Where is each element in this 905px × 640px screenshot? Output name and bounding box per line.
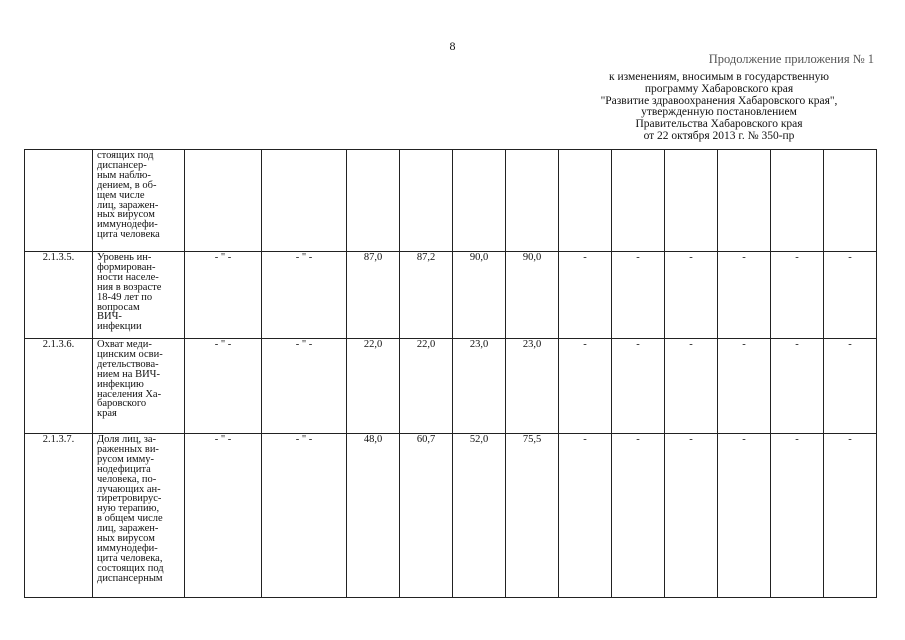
dash-cell: - xyxy=(559,434,612,598)
value-cell: 60,7 xyxy=(400,434,453,598)
header-line: утвержденную постановлением xyxy=(641,106,797,119)
indicator-name-line: тиретровирус- xyxy=(97,493,162,505)
table-row xyxy=(25,339,877,434)
indicator-name-line: щем числе xyxy=(97,189,145,201)
indicator-name-line: нодефицита xyxy=(97,463,151,475)
indicator-name-line: стоящих под xyxy=(97,150,154,161)
indicator-name-line: ния в возрасте xyxy=(97,281,162,293)
indicator-name-line: диспансерным xyxy=(97,572,163,584)
header-line: программу Хабаровского края xyxy=(644,82,794,95)
indicator-name-line: Доля лиц, за- xyxy=(97,434,157,445)
value-cell: 90,0 xyxy=(453,252,506,339)
dash-cell: - xyxy=(559,339,612,434)
indicator-name-line: цинским осви- xyxy=(97,348,163,360)
indicator-name-line: цита человека xyxy=(97,229,160,241)
indicator-name-line: ным наблю- xyxy=(97,169,151,181)
value-cell: 87,2 xyxy=(400,252,453,339)
indicator-name-line: состоящих под xyxy=(97,562,164,574)
page-number: 8 xyxy=(449,39,456,53)
value-cell: 90,0 xyxy=(506,252,559,339)
value-cell xyxy=(506,150,559,252)
row-number: 2.1.3.7. xyxy=(25,434,93,598)
indicator-name-line: ВИЧ- xyxy=(97,311,122,323)
indicator-name-line: инфекции xyxy=(97,321,142,333)
source-cell: - " - xyxy=(262,252,347,339)
unit-cell: - " - xyxy=(185,434,262,598)
indicator-name-line: иммунодефи- xyxy=(97,542,158,554)
dash-cell xyxy=(718,150,771,252)
indicator-name-line: в общем числе xyxy=(97,513,163,525)
dash-cell: - xyxy=(824,252,877,339)
indicator-name-line: формирован- xyxy=(97,261,156,273)
dash-cell xyxy=(612,150,665,252)
indicator-name-line: населения Ха- xyxy=(97,388,162,400)
unit-cell xyxy=(185,150,262,252)
row-number xyxy=(25,150,93,252)
indicator-name-line: нием на ВИЧ- xyxy=(97,368,160,380)
header-line: Правительства Хабаровского края xyxy=(635,118,803,131)
dash-cell: - xyxy=(612,339,665,434)
dash-cell: - xyxy=(824,339,877,434)
dash-cell: - xyxy=(771,252,824,339)
dash-cell: - xyxy=(824,434,877,598)
indicator-name-line: края xyxy=(97,408,117,420)
indicator-name-line: ную терапию, xyxy=(97,503,160,515)
indicator-name-line: ности населе- xyxy=(97,271,159,283)
value-cell: 22,0 xyxy=(347,339,400,434)
indicator-name-line: лучающих ан- xyxy=(97,483,161,495)
indicator-name-line: человека, по- xyxy=(97,473,157,485)
indicator-name-line: русом имму- xyxy=(97,453,154,465)
row-number: 2.1.3.5. xyxy=(25,252,93,339)
indicator-name xyxy=(93,434,185,598)
dash-cell xyxy=(559,150,612,252)
value-cell: 22,0 xyxy=(400,339,453,434)
value-cell xyxy=(400,150,453,252)
document-header xyxy=(560,72,878,143)
value-cell: 23,0 xyxy=(506,339,559,434)
dash-cell: - xyxy=(612,252,665,339)
indicator-name-line: цита человека, xyxy=(97,552,163,564)
indicators-table xyxy=(24,149,877,598)
value-cell xyxy=(453,150,506,252)
indicator-name-line: инфекцию xyxy=(97,378,144,390)
dash-cell: - xyxy=(771,339,824,434)
table-row xyxy=(25,434,877,598)
dash-cell: - xyxy=(559,252,612,339)
value-cell: 48,0 xyxy=(347,434,400,598)
unit-cell: - " - xyxy=(185,339,262,434)
header-line: к изменениям, вносимым в государственную xyxy=(609,71,829,83)
indicator-name-line: лиц, заражен- xyxy=(97,523,159,535)
indicator-name-line: баровского xyxy=(97,398,147,410)
table-row xyxy=(25,252,877,339)
dash-cell xyxy=(665,150,718,252)
header-line: "Развитие здравоохранения Хабаровского края", xyxy=(600,94,838,107)
table-row xyxy=(25,150,877,252)
dash-cell: - xyxy=(665,252,718,339)
continuation-label: Продолжение приложения № 1 xyxy=(708,52,874,66)
dash-cell: - xyxy=(771,434,824,598)
value-cell xyxy=(347,150,400,252)
indicator-name-line: 18-49 лет по xyxy=(97,291,153,303)
value-cell: 87,0 xyxy=(347,252,400,339)
value-cell: 52,0 xyxy=(453,434,506,598)
dash-cell: - xyxy=(665,434,718,598)
indicator-name-line: раженных ви- xyxy=(97,443,159,455)
indicator-name-line: лиц, заражен- xyxy=(97,199,159,211)
dash-cell: - xyxy=(718,252,771,339)
indicator-name-line: иммунодефи- xyxy=(97,219,158,231)
source-cell: - " - xyxy=(262,434,347,598)
indicator-name-line: вопросам xyxy=(97,301,140,313)
indicator-name-line: дением, в об- xyxy=(97,179,157,191)
header-line: от 22 октября 2013 г. № 350-пр xyxy=(643,129,795,142)
indicator-name xyxy=(93,150,185,252)
value-cell: 23,0 xyxy=(453,339,506,434)
value-cell: 75,5 xyxy=(506,434,559,598)
dash-cell: - xyxy=(718,339,771,434)
indicator-name xyxy=(93,339,185,434)
indicator-name-line: Охват меди- xyxy=(97,339,152,350)
dash-cell: - xyxy=(718,434,771,598)
dash-cell xyxy=(771,150,824,252)
indicator-name xyxy=(93,252,185,339)
source-cell: - " - xyxy=(262,339,347,434)
indicator-name-line: Уровень ин- xyxy=(97,252,152,263)
dash-cell: - xyxy=(665,339,718,434)
indicator-name-line: детельствова- xyxy=(97,358,159,370)
indicator-name-line: ных вирусом xyxy=(97,209,155,221)
indicator-name-line: ных вирусом xyxy=(97,533,155,545)
unit-cell: - " - xyxy=(185,252,262,339)
row-number: 2.1.3.6. xyxy=(25,339,93,434)
dash-cell xyxy=(824,150,877,252)
source-cell xyxy=(262,150,347,252)
indicator-name-line: диспансер- xyxy=(97,159,147,171)
dash-cell: - xyxy=(612,434,665,598)
